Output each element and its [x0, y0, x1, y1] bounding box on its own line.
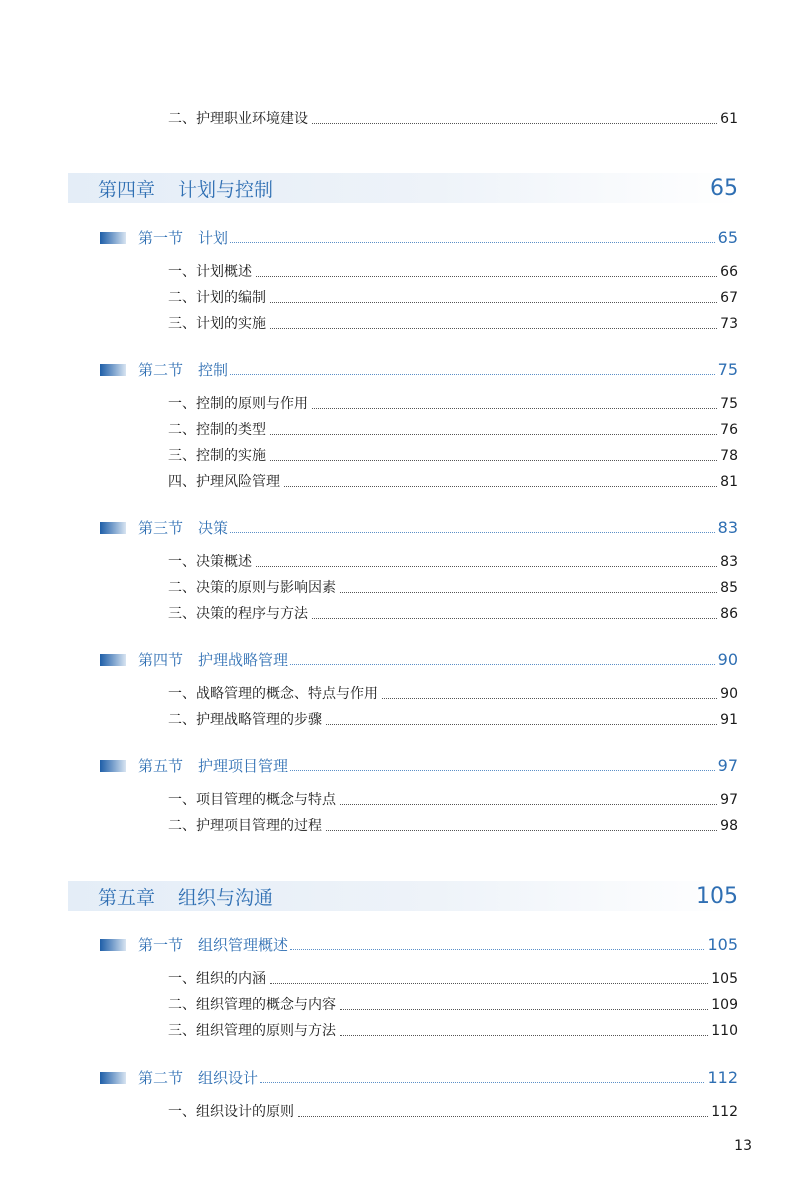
dot-leader: [270, 434, 717, 435]
section-number: 第二节: [138, 361, 184, 379]
section-heading[interactable]: [100, 753, 738, 777]
dot-leader: [382, 698, 717, 699]
toc-item[interactable]: [168, 550, 738, 572]
toc-item[interactable]: [168, 312, 738, 334]
toc-item-title: 一、组织设计的原则: [168, 1104, 294, 1120]
toc-item[interactable]: [168, 967, 738, 989]
toc-item-title: 三、决策的程序与方法: [168, 606, 308, 622]
dot-leader: [260, 1082, 704, 1083]
toc-item-title: 一、决策概述: [168, 554, 252, 570]
toc-item[interactable]: [168, 708, 738, 730]
toc-item[interactable]: [168, 470, 738, 492]
toc-item-title: 三、计划的实施: [168, 316, 266, 332]
chapter-heading[interactable]: [68, 173, 740, 203]
toc-item-title: 二、护理职业环境建设: [168, 111, 308, 127]
dot-leader: [270, 460, 717, 461]
toc-item-title: 二、护理战略管理的步骤: [168, 712, 322, 728]
toc-item-page: 109: [711, 997, 738, 1013]
toc-item[interactable]: [168, 993, 738, 1015]
toc-item-page: 83: [720, 554, 738, 570]
section-title: 决策: [198, 519, 229, 537]
chapter-title: 组织与沟通: [178, 886, 274, 909]
toc-item-page: 112: [711, 1104, 738, 1120]
toc-item-title: 三、控制的实施: [168, 448, 266, 464]
toc-item-title: 二、控制的类型: [168, 422, 266, 438]
section-heading[interactable]: [100, 647, 738, 671]
toc-item-page: 66: [720, 264, 738, 280]
section-page: 90: [717, 650, 738, 669]
toc-item[interactable]: [168, 392, 738, 414]
toc-item[interactable]: [168, 286, 738, 308]
toc-item[interactable]: [168, 1019, 738, 1041]
toc-item-title: 一、计划概述: [168, 264, 252, 280]
dot-leader: [312, 618, 717, 619]
section-page: 65: [717, 228, 738, 247]
dot-leader: [230, 532, 715, 533]
dot-leader: [340, 1009, 708, 1010]
section-marker-icon: [100, 364, 126, 376]
dot-leader: [270, 302, 717, 303]
section-number: 第二节: [138, 1069, 184, 1087]
toc-item[interactable]: [168, 602, 738, 624]
dot-leader: [326, 830, 717, 831]
toc-item-page: 67: [720, 290, 738, 306]
toc-item-page: 61: [720, 111, 738, 127]
section-page: 97: [717, 756, 738, 775]
section-heading[interactable]: [100, 932, 738, 956]
toc-item-title: 一、组织的内涵: [168, 971, 266, 987]
toc-item-page: 98: [720, 818, 738, 834]
dot-leader: [340, 592, 717, 593]
toc-item-page: 85: [720, 580, 738, 596]
section-number: 第五节: [138, 757, 184, 775]
toc-item-title: 一、项目管理的概念与特点: [168, 792, 336, 808]
section-page: 105: [707, 935, 738, 954]
chapter-heading[interactable]: [68, 881, 740, 911]
section-page: 75: [717, 360, 738, 379]
toc-item-page: 97: [720, 792, 738, 808]
section-heading[interactable]: [100, 357, 738, 381]
section-title: 护理项目管理: [198, 757, 289, 775]
dot-leader: [270, 983, 708, 984]
dot-leader: [256, 276, 717, 277]
page-number: 13: [734, 1138, 752, 1154]
toc-item-title: 二、组织管理的概念与内容: [168, 997, 336, 1013]
dot-leader: [340, 1035, 708, 1036]
toc-item[interactable]: [168, 418, 738, 440]
toc-item[interactable]: [168, 814, 738, 836]
section-heading[interactable]: [100, 1065, 738, 1089]
dot-leader: [326, 724, 717, 725]
section-number: 第一节: [138, 936, 184, 954]
section-number: 第四节: [138, 651, 184, 669]
dot-leader: [284, 486, 717, 487]
section-title: 计划: [198, 229, 229, 247]
toc-item-page: 76: [720, 422, 738, 438]
toc-item-title: 二、护理项目管理的过程: [168, 818, 322, 834]
toc-item-page: 81: [720, 474, 738, 490]
section-page: 112: [707, 1068, 738, 1087]
dot-leader: [290, 770, 715, 771]
section-marker-icon: [100, 654, 126, 666]
toc-item-page: 91: [720, 712, 738, 728]
dot-leader: [340, 804, 717, 805]
dot-leader: [312, 123, 717, 124]
chapter-title: 计划与控制: [178, 178, 274, 201]
dot-leader: [290, 664, 715, 665]
section-heading[interactable]: [100, 225, 738, 249]
section-title: 组织管理概述: [198, 936, 289, 954]
dot-leader: [312, 408, 717, 409]
toc-item-page: 105: [711, 971, 738, 987]
toc-item[interactable]: [168, 260, 738, 282]
toc-item-title: 一、控制的原则与作用: [168, 396, 308, 412]
toc-item[interactable]: [168, 107, 738, 129]
toc-item-page: 90: [720, 686, 738, 702]
toc-item-title: 二、计划的编制: [168, 290, 266, 306]
toc-item[interactable]: [168, 788, 738, 810]
section-marker-icon: [100, 1072, 126, 1084]
toc-item-title: 三、组织管理的原则与方法: [168, 1023, 336, 1039]
toc-item-page: 73: [720, 316, 738, 332]
toc-item-title: 一、战略管理的概念、特点与作用: [168, 686, 378, 702]
section-number: 第一节: [138, 229, 184, 247]
section-marker-icon: [100, 760, 126, 772]
toc-item[interactable]: [168, 444, 738, 466]
section-page: 83: [717, 518, 738, 537]
section-marker-icon: [100, 232, 126, 244]
chapter-number: 第四章: [98, 178, 156, 201]
section-marker-icon: [100, 522, 126, 534]
dot-leader: [290, 949, 704, 950]
section-title: 护理战略管理: [198, 651, 289, 669]
dot-leader: [298, 1116, 708, 1117]
section-heading[interactable]: [100, 515, 738, 539]
dot-leader: [230, 374, 715, 375]
dot-leader: [230, 242, 715, 243]
section-marker-icon: [100, 939, 126, 951]
toc-item[interactable]: [168, 1100, 738, 1122]
dot-leader: [270, 328, 717, 329]
section-title: 控制: [198, 361, 229, 379]
toc-item-page: 75: [720, 396, 738, 412]
toc-item-page: 110: [711, 1023, 738, 1039]
chapter-page: 65: [710, 175, 738, 201]
section-title: 组织设计: [198, 1069, 259, 1087]
toc-item[interactable]: [168, 682, 738, 704]
dot-leader: [256, 566, 717, 567]
chapter-page: 105: [696, 883, 738, 909]
toc-item-title: 二、决策的原则与影响因素: [168, 580, 336, 596]
chapter-number: 第五章: [98, 886, 156, 909]
toc-item-page: 86: [720, 606, 738, 622]
section-number: 第三节: [138, 519, 184, 537]
toc-item[interactable]: [168, 576, 738, 598]
toc-item-page: 78: [720, 448, 738, 464]
toc-item-title: 四、护理风险管理: [168, 474, 280, 490]
